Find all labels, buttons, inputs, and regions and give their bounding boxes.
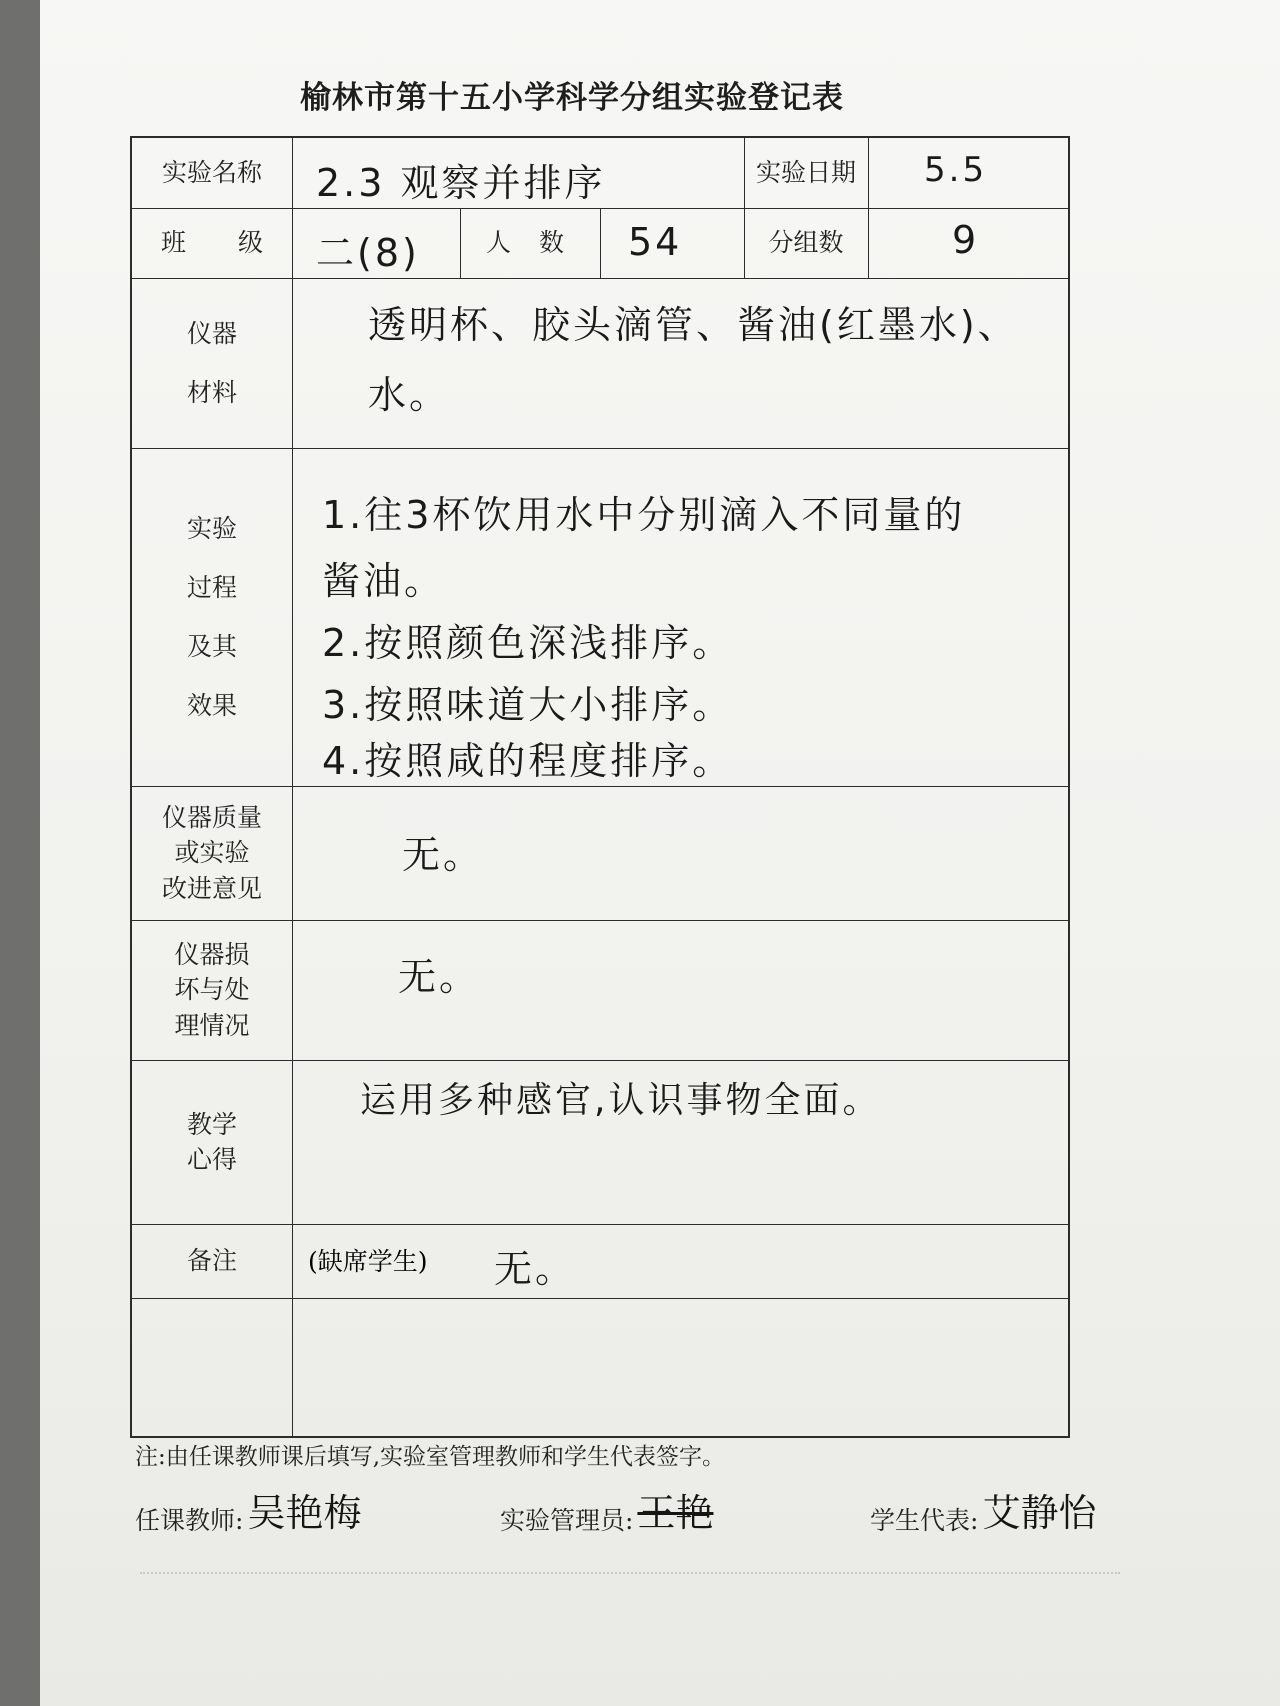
footnote: 注:由任课教师课后填写,实验室管理教师和学生代表签字。 — [135, 1444, 726, 1470]
label-experiment-date: 实验日期 — [755, 158, 856, 188]
dotted-bleed-line — [140, 1572, 1120, 1574]
label-people-count: 人 数 — [486, 228, 574, 258]
label-group-count: 分组数 — [768, 228, 844, 258]
label-remarks: 备注 — [186, 1246, 237, 1276]
form-title: 榆林市第十五小学科学分组实验登记表 — [300, 80, 844, 116]
value-experiment-date: 5.5 — [924, 150, 988, 190]
value-class: 二(8) — [316, 231, 420, 275]
value-process-line: 2.按照颜色深浅排序。 — [322, 621, 734, 665]
value-process-line: 酱油。 — [322, 559, 446, 603]
value-group-count: 9 — [952, 218, 980, 262]
value-process-line: 4.按照咸的程度排序。 — [322, 739, 734, 783]
signature-lab-manager: 实验管理员: 王艳 — [500, 1491, 714, 1535]
value-teaching: 运用多种感官,认识事物全面。 — [360, 1080, 882, 1121]
value-remarks-printed: (缺席学生) — [308, 1247, 428, 1276]
label-experiment-name: 实验名称 — [161, 158, 262, 188]
value-process-line: 1.往3杯饮用水中分别滴入不同量的 — [322, 493, 966, 537]
value-equipment-line: 水。 — [368, 373, 451, 417]
value-people-count: 54 — [628, 220, 683, 264]
signature-teacher: 任课教师: 吴艳梅 — [135, 1491, 362, 1535]
registration-form — [130, 136, 1070, 1438]
value-quality: 无。 — [402, 833, 485, 877]
label-equipment: 仪器 材料 — [186, 318, 237, 407]
label-damage: 仪器损 坏与处 理情况 — [174, 940, 250, 1040]
label-process: 实验 过程 及其 效果 — [186, 513, 237, 721]
label-quality: 仪器质量 或实验 改进意见 — [161, 803, 262, 903]
value-experiment-name: 2.3 观察并排序 — [316, 161, 606, 205]
value-process-line: 3.按照味道大小排序。 — [322, 683, 734, 727]
value-equipment-line: 透明杯、胶头滴管、酱油(红墨水)、 — [368, 303, 1019, 347]
value-remarks-hand: 无。 — [494, 1247, 577, 1291]
label-teaching: 教学 心得 — [186, 1109, 237, 1174]
value-damage: 无。 — [398, 955, 481, 999]
label-class: 班 级 — [161, 228, 285, 258]
signature-student-rep: 学生代表: 艾静怡 — [870, 1491, 1097, 1535]
